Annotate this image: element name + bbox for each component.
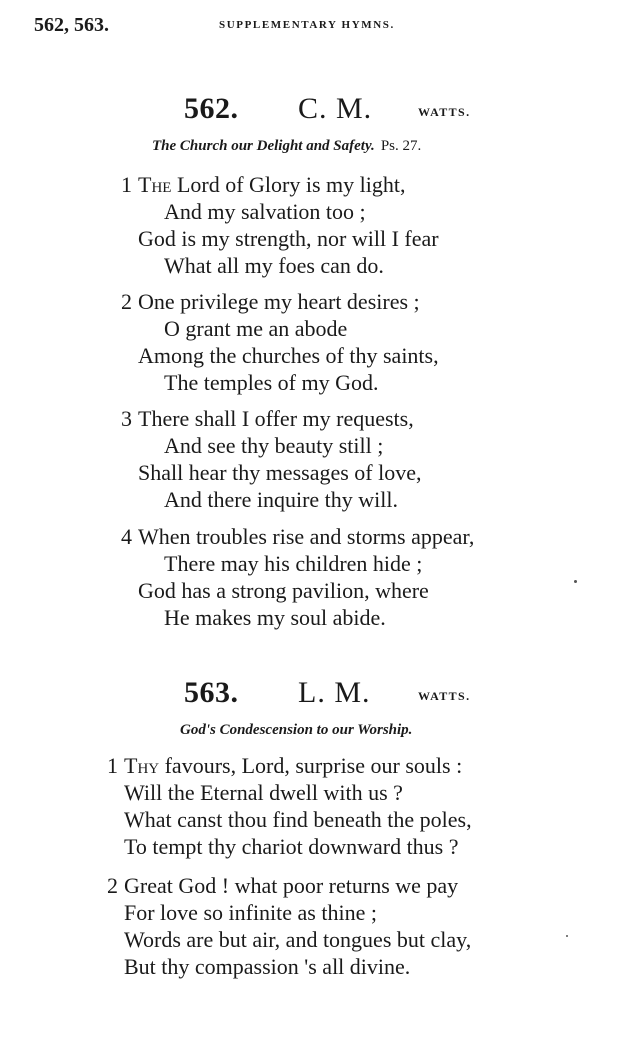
hymn-author: WATTS. [418, 105, 471, 119]
verse-line: Will the Eternal dwell with us ? [124, 780, 403, 805]
line-text: favours, Lord, surprise our souls : [159, 753, 463, 778]
stanza [121, 171, 439, 279]
verse-line: God has a strong pavilion, where [138, 578, 429, 603]
verse-line: He makes my soul abide. [164, 605, 386, 630]
hymn-author: WATTS. [418, 689, 471, 703]
hymn-subtitle [152, 138, 421, 155]
verse-line: What canst thou find beneath the poles, [124, 807, 472, 832]
verse-line: O grant me an abode [164, 316, 348, 341]
hymn-number: 563. [184, 676, 239, 709]
line-text: One privilege my heart desires ; [138, 289, 420, 314]
verse-line: The temples of my God. [164, 370, 379, 395]
first-word: The [138, 172, 172, 197]
verse-line: Among the churches of thy saints, [138, 343, 439, 368]
hymn-number: 562. [184, 92, 239, 125]
hymn-subtitle: God's Condescension to our Worship. [180, 722, 413, 738]
verse-line [121, 523, 475, 550]
first-word: Thy [124, 753, 160, 778]
verse-line: Words are but air, and tongues but clay, [124, 927, 472, 952]
verse-line: And my salvation too ; [164, 199, 366, 224]
verse-line: Shall hear thy messages of love, [138, 460, 422, 485]
scripture-reference: Ps. 27. [380, 138, 422, 154]
verse-line [107, 752, 472, 779]
stanza-number: 4 [121, 524, 132, 549]
running-head [34, 14, 600, 40]
subtitle-text: The Church our Delight and Safety. [152, 138, 375, 154]
page-numbers: 562, 563. [34, 14, 109, 36]
stanza-number: 1 [121, 172, 132, 197]
verse-line: There may his children hide ; [164, 551, 423, 576]
stanza-number: 3 [121, 406, 132, 431]
ink-speck [574, 580, 577, 583]
ink-speck [566, 935, 568, 937]
line-text: There shall I offer my requests, [138, 406, 414, 431]
line-text: Great God ! what poor returns we pay [124, 873, 459, 898]
stanza-number: 2 [121, 289, 132, 314]
verse-line [121, 405, 422, 432]
section-title: SUPPLEMENTARY HYMNS. [219, 19, 395, 31]
hymn-header [0, 92, 640, 132]
verse-line: God is my strength, nor will I fear [138, 226, 439, 251]
verse-line: What all my foes can do. [164, 253, 384, 278]
stanza [121, 523, 475, 631]
stanza [121, 288, 439, 396]
stanza [121, 405, 422, 513]
verse-line [121, 171, 439, 198]
verse-line: For love so infinite as thine ; [124, 900, 377, 925]
hymn-header [0, 676, 640, 716]
stanza-number: 2 [107, 873, 118, 898]
verse-line: And see thy beauty still ; [164, 433, 384, 458]
line-text: When troubles rise and storms appear, [138, 524, 475, 549]
verse-line: But thy compassion 's all divine. [124, 954, 411, 979]
stanza-number: 1 [107, 753, 118, 778]
verse-line: To tempt thy chariot downward thus ? [124, 834, 459, 859]
verse-line [121, 288, 439, 315]
verse-line [107, 872, 471, 899]
stanza [107, 752, 472, 860]
hymn-meter: C. M. [298, 92, 373, 125]
line-text: Lord of Glory is my light, [171, 172, 406, 197]
verse-line: And there inquire thy will. [164, 487, 399, 512]
stanza [107, 872, 472, 980]
hymn-meter: L. M. [298, 676, 371, 709]
